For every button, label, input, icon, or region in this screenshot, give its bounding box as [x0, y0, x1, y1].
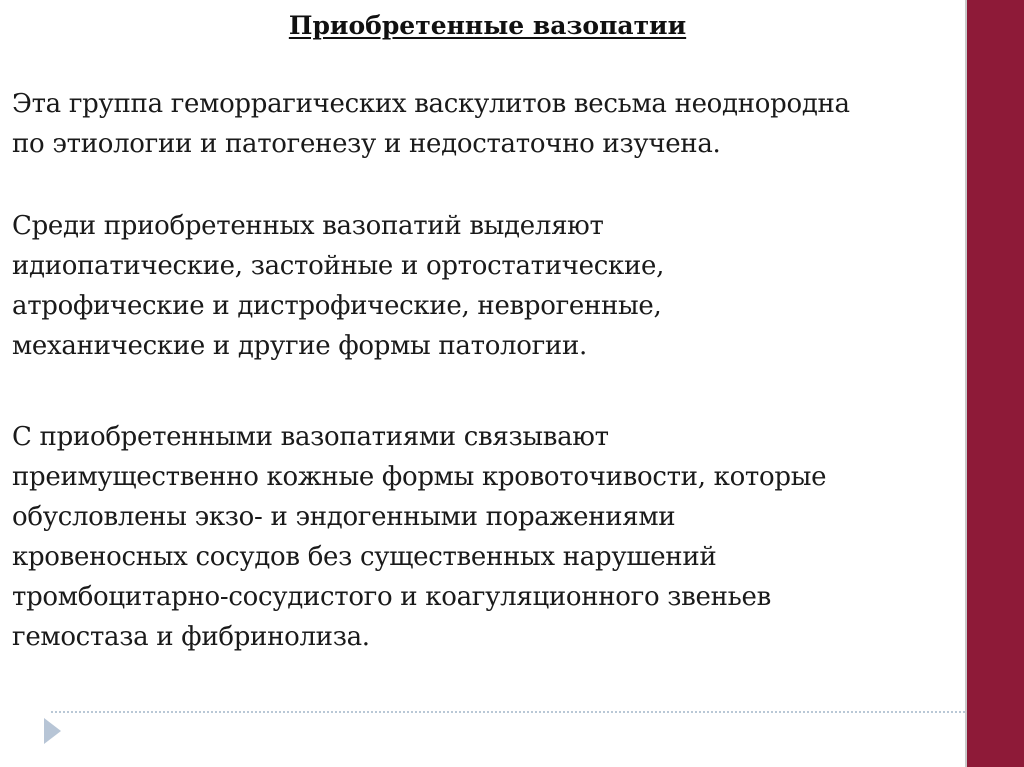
paragraph-forms: Среди приобретенных вазопатий выделяют идиопатические, застойные и ортостатические, атрофические и дистрофические, неврогенные, механические и другие формы патологии.	[12, 211, 665, 361]
paragraph-intro: Эта группа геморрагических васкулитов весьма неоднородна по этиологии и патогенезу и недостаточно изучена.	[12, 89, 850, 159]
accent-side-bar	[967, 0, 1024, 767]
play-triangle-icon	[44, 718, 61, 744]
footer-divider	[51, 711, 965, 713]
paragraph-bleeding: С приобретенными вазопатиями связывают преимущественно кожные формы кровоточивости, которые обусловлены экзо- и эндогенными поражениями кровеносных сосудов без существенных нарушений тромбоцитарно-сосудистого и коагуляционного звеньев гемостаза и фибринолиза.	[12, 422, 827, 652]
slide-title: Приобретенные вазопатии	[288, 11, 687, 40]
